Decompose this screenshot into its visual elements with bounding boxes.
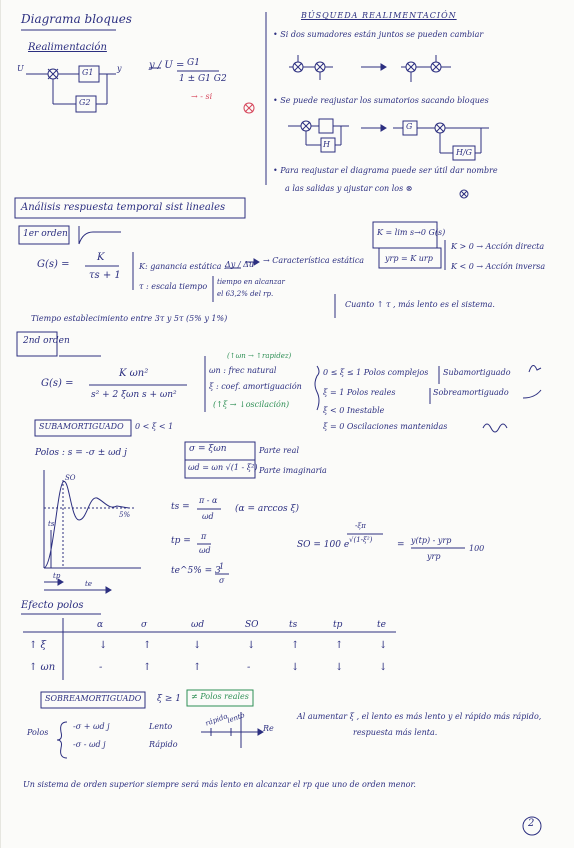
- overdamped-note-1: Al aumentar ξ , el lento es más lento y el rápido más rápido,: [297, 712, 542, 721]
- case-complex: 0 ≤ ξ ≤ 1 Polos complejos: [323, 368, 429, 377]
- effects-cell: ↑: [193, 662, 202, 673]
- note-readjust: • Se puede reajustar los sumatorios sacando bloques: [273, 96, 489, 105]
- block-g1: G1: [82, 68, 94, 77]
- block-g: G: [406, 122, 413, 131]
- block-h-over-g: H/G: [456, 148, 473, 157]
- k-description: K: ganancia estática :: [139, 262, 227, 271]
- case-real: ξ = 1 Polos reales: [323, 388, 396, 397]
- effects-cell: ↓: [247, 640, 256, 651]
- plot-te: te: [85, 580, 92, 588]
- effects-row-label: ↑ ωn: [29, 662, 56, 673]
- output-label: y: [117, 64, 122, 73]
- root-slow: lento: [226, 711, 246, 725]
- tau-slow-note: Cuanto ↑ τ , más lento es el sistema.: [345, 300, 495, 309]
- xi-oscillation-note: (↑ξ → ↓oscilación): [213, 400, 290, 409]
- footer-note: Un sistema de orden superior siempre será más lento en alcanzar el rp que uno de orden menor.: [23, 780, 416, 789]
- block-g2: G2: [79, 98, 91, 107]
- page-number: 2: [528, 818, 535, 829]
- effects-header: tp: [333, 620, 343, 630]
- wn-speed-note: (↑ωn → ↑rapidez): [227, 352, 292, 360]
- ts-den: ωd: [202, 512, 214, 521]
- first-order-label: 1er orden: [23, 229, 68, 239]
- effects-cell: ↓: [379, 640, 388, 651]
- so-frac-num: y(tp) - yrp: [411, 536, 452, 545]
- te-label: te^5% = 3: [171, 566, 221, 576]
- effects-title: Efecto polos: [21, 600, 84, 611]
- tp-num: π: [201, 532, 207, 541]
- effects-header: ts: [289, 620, 298, 630]
- effects-cell: ↓: [379, 662, 388, 673]
- effects-header: SO: [245, 620, 259, 630]
- section-analysis-title: Análisis respuesta temporal sist lineales: [21, 202, 226, 213]
- effects-cell: ↑: [143, 640, 152, 651]
- so-frac-den: yrp: [427, 552, 441, 561]
- effects-row-label: ↑ ξ: [29, 640, 47, 651]
- overdamped-note-2: respuesta más lenta.: [353, 728, 438, 737]
- alpha-eq: (α = arccos ξ): [235, 504, 299, 514]
- so-eq: SO = 100 e: [297, 540, 350, 550]
- effects-cell: ↓: [291, 662, 300, 673]
- effects-cell: -: [247, 662, 251, 673]
- pole-slow: Lento: [149, 722, 173, 731]
- overdamped-range: ξ ≥ 1: [157, 694, 181, 704]
- page-title: Diagrama bloques: [21, 12, 132, 26]
- pole-2: -σ - ωd j: [73, 740, 106, 749]
- right-section-title: BÚSQUEDA REALIMENTACIÓN: [301, 11, 457, 20]
- second-order-g: G(s) =: [41, 378, 74, 389]
- plot-ts: ts: [48, 520, 55, 528]
- re-axis: Re: [263, 724, 274, 733]
- effects-header: te: [377, 620, 386, 630]
- xi-desc: ξ : coef. amortiguación: [209, 382, 302, 391]
- second-order-den: s² + 2 ξωn s + ωn²: [91, 390, 177, 400]
- note-naming-1: • Para reajustar el diagrama puede ser útil dar nombre: [273, 166, 498, 175]
- k-negative: K < 0 → Acción inversa: [451, 262, 546, 271]
- first-order-g: G(s) =: [37, 259, 70, 270]
- tp-label: tp =: [171, 536, 191, 546]
- poles-eq: Polos : s = -σ ± ωd j: [35, 448, 127, 458]
- so-exp-den: √(1-ξ²): [349, 536, 373, 544]
- case-complex-type: Subamortiguado: [443, 368, 511, 377]
- yrp-eq: yrp = K urp: [385, 254, 433, 263]
- ts-label: ts =: [171, 502, 190, 512]
- real-poles-note: ≠ Polos reales: [191, 692, 249, 701]
- tau-description: τ : escala tiempo: [139, 282, 208, 291]
- pole-fast: Rápido: [149, 740, 178, 749]
- effects-header: ωd: [191, 620, 205, 630]
- case-real-type: Sobreamortiguado: [433, 388, 509, 397]
- subtitle-realimentacion: Realimentación: [28, 42, 107, 53]
- underdamped-label: SUBAMORTIGUADO: [39, 422, 124, 431]
- root-fast: rápido: [204, 712, 229, 728]
- real-part-label: Parte real: [259, 446, 299, 455]
- plot-5pct: 5%: [119, 511, 131, 519]
- transfer-ratio: y / U =: [149, 60, 185, 71]
- overdamped-label: SOBREAMORTIGUADO: [45, 694, 142, 703]
- ts-num: π - α: [199, 496, 218, 505]
- sigma-eq: σ = ξωn: [189, 444, 227, 454]
- k-limit-eq: K = lim s→0 G(s): [377, 228, 446, 237]
- so-equals: =: [397, 540, 405, 550]
- underdamped-range: 0 < ξ < 1: [135, 422, 174, 431]
- wd-eq: ωd = ωn √(1 - ξ²): [188, 463, 258, 472]
- effects-cell: ↑: [143, 662, 152, 673]
- effects-cell: ↓: [335, 662, 344, 673]
- overdamped-poles: Polos: [27, 728, 49, 737]
- pole-1: -σ + ωd j: [73, 722, 110, 731]
- effects-header: σ: [141, 620, 148, 630]
- effects-cell: ↑: [291, 640, 300, 651]
- so-exp-num: -ξπ: [355, 522, 366, 530]
- case-unstable: ξ < 0 Inestable: [323, 406, 385, 415]
- tp-den: ωd: [199, 546, 211, 555]
- case-sustained: ξ = 0 Oscilaciones mantenidas: [323, 422, 448, 431]
- tf-denominator: 1 ± G1 G2: [179, 74, 227, 84]
- settling-note: Tiempo establecimiento entre 3τ y 5τ (5% y 1%): [31, 314, 228, 323]
- tf-numerator: G1: [187, 58, 200, 68]
- plot-so: SO: [65, 474, 76, 482]
- imag-part-label: Parte imaginaria: [259, 466, 327, 475]
- second-order-num: K ωn²: [119, 368, 149, 379]
- static-characteristic: → Característica estática: [263, 256, 365, 265]
- plot-tp: tp: [53, 572, 61, 580]
- tau-note-1: tiempo en alcanzar: [217, 278, 285, 286]
- first-order-num: K: [97, 252, 105, 263]
- tau-note-2: el 63,2% del rp.: [217, 290, 274, 298]
- k-positive: K > 0 → Acción directa: [451, 242, 545, 251]
- sign-note: → - si: [191, 92, 213, 101]
- te-num: 1: [219, 562, 225, 571]
- te-den: σ: [219, 576, 225, 585]
- note-naming-2: a las salidas y ajustar con los ⊗: [285, 184, 413, 193]
- effects-cell: ↓: [193, 640, 202, 651]
- note-summers: • Si dos sumadores están juntos se pueden cambiar: [273, 30, 484, 39]
- block-h: H: [323, 140, 330, 149]
- effects-cell: ↑: [335, 640, 344, 651]
- so-100: 100: [469, 544, 485, 553]
- input-label: U: [17, 64, 24, 73]
- effects-header: α: [97, 620, 104, 630]
- first-order-den: τs + 1: [89, 270, 121, 281]
- wn-desc: ωn : frec natural: [209, 366, 277, 375]
- effects-cell: ↓: [99, 640, 108, 651]
- k-fraction: Δy / Δu: [225, 260, 255, 269]
- effects-cell: -: [99, 662, 103, 673]
- second-order-label: 2nd orden: [23, 336, 70, 346]
